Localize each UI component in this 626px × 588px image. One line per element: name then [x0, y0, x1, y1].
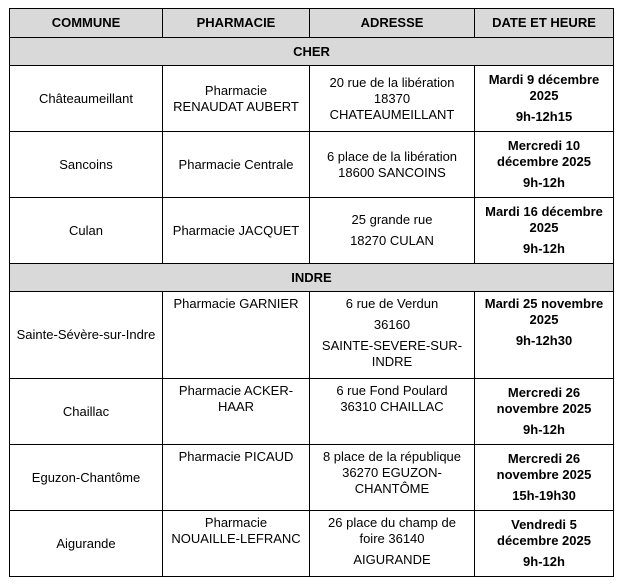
- commune-cell: Sancoins: [10, 132, 163, 198]
- date-cell: [475, 511, 614, 577]
- date-cell: [475, 132, 614, 198]
- section-row-indre: [10, 264, 614, 292]
- table-row: [10, 132, 614, 198]
- adresse-cell: [310, 132, 475, 198]
- adresse-line: 20 rue de la libération: [329, 74, 455, 90]
- section-title: CHER: [10, 38, 614, 66]
- date-cell: [475, 445, 614, 511]
- heure-text: 9h-12h: [523, 422, 565, 437]
- pharmacie-cell: [163, 198, 310, 264]
- header-commune: COMMUNE: [10, 9, 163, 38]
- pharmacie-line: Pharmacie: [204, 515, 268, 530]
- commune-cell: [10, 292, 163, 379]
- header-date-heure: DATE ET HEURE: [475, 9, 614, 38]
- adresse-line: 25 grande rue: [351, 212, 433, 227]
- heure-text: 15h-19h30: [512, 488, 576, 503]
- heure-text: 9h-12h: [523, 175, 565, 190]
- pharmacie-line: Pharmacie PICAUD: [178, 449, 294, 464]
- adresse-line: 6 rue de Verdun: [345, 296, 439, 311]
- heure-text: 9h-12h15: [515, 109, 573, 124]
- pharmacie-line: Pharmacie: [204, 82, 268, 98]
- pharmacie-line: Pharmacie Centrale: [178, 156, 294, 172]
- date-text: Mardi 16 décembre 2025: [485, 204, 603, 235]
- adresse-cell: [310, 445, 475, 511]
- date-text: Mercredi 26 novembre 2025: [496, 385, 592, 416]
- table-row: [10, 445, 614, 511]
- adresse-line: CHATEAUMEILLANT: [329, 106, 455, 122]
- section-row-cher: [10, 38, 614, 66]
- adresse-line: 6 rue Fond Poulard: [336, 383, 448, 398]
- adresse-cell: [310, 379, 475, 445]
- adresse-line: 36270 EGUZON-CHANTÔME: [342, 465, 442, 496]
- pharmacie-line: RENAUDAT AUBERT: [173, 98, 299, 114]
- commune-cell: Eguzon-Chantôme: [10, 445, 163, 511]
- commune-cell: Aigurande: [10, 511, 163, 577]
- adresse-cell: [310, 292, 475, 379]
- date-text: Vendredi 5 décembre 2025: [497, 517, 591, 548]
- table-row: [10, 66, 614, 132]
- date-text: Mercredi 26 novembre 2025: [496, 451, 592, 482]
- adresse-line: SAINTE-SEVERE-SUR-INDRE: [321, 338, 463, 369]
- pharmacie-cell: [163, 511, 310, 577]
- pharmacy-schedule-table: [9, 8, 614, 577]
- pharmacie-line: Pharmacie ACKER-HAAR: [178, 383, 294, 414]
- pharmacie-line: NOUAILLE-LEFRANC: [171, 531, 301, 546]
- header-pharmacie: PHARMACIE: [163, 9, 310, 38]
- date-cell: [475, 292, 614, 379]
- section-title: INDRE: [10, 264, 614, 292]
- pharmacie-line: Pharmacie GARNIER: [173, 296, 299, 311]
- heure-text: 9h-12h: [523, 554, 565, 569]
- table-row: [10, 379, 614, 445]
- table-row: [10, 511, 614, 577]
- heure-text: 9h-12h30: [515, 333, 573, 348]
- adresse-line: 36310 CHAILLAC: [340, 399, 444, 414]
- commune-text: Sainte-Sévère-sur-Indre: [16, 327, 156, 342]
- pharmacie-cell: [163, 66, 310, 132]
- pharmacie-cell: [163, 292, 310, 379]
- date-text: Mardi 25 novembre 2025: [484, 296, 604, 327]
- heure-text: 9h-12h: [523, 241, 565, 256]
- date-cell: [475, 379, 614, 445]
- pharmacie-cell: [163, 132, 310, 198]
- pharmacie-line: Pharmacie JACQUET: [172, 222, 300, 238]
- date-text: Mercredi 10 décembre 2025: [497, 138, 591, 169]
- pharmacie-cell: [163, 445, 310, 511]
- commune-cell: Chaillac: [10, 379, 163, 445]
- table-row: [10, 292, 614, 379]
- adresse-line: 18600 SANCOINS: [338, 164, 446, 180]
- pharmacie-cell: [163, 379, 310, 445]
- date-text: Mardi 9 décembre 2025: [488, 72, 600, 103]
- adresse-line: 6 place de la libération: [326, 148, 458, 164]
- table-row: [10, 198, 614, 264]
- adresse-cell: [310, 198, 475, 264]
- commune-cell: Culan: [10, 198, 163, 264]
- adresse-line: AIGURANDE: [353, 552, 431, 567]
- adresse-line: 8 place de la république: [322, 449, 462, 464]
- date-cell: [475, 198, 614, 264]
- adresse-line: 18270 CULAN: [350, 233, 434, 248]
- header-row: [10, 9, 614, 38]
- adresse-line: 18370: [373, 90, 411, 106]
- header-adresse: ADRESSE: [310, 9, 475, 38]
- adresse-cell: [310, 511, 475, 577]
- date-cell: [475, 66, 614, 132]
- adresse-cell: [310, 66, 475, 132]
- commune-cell: Châteaumeillant: [10, 66, 163, 132]
- adresse-line: 26 place du champ de foire 36140: [328, 515, 456, 546]
- adresse-line: 36160: [373, 317, 411, 332]
